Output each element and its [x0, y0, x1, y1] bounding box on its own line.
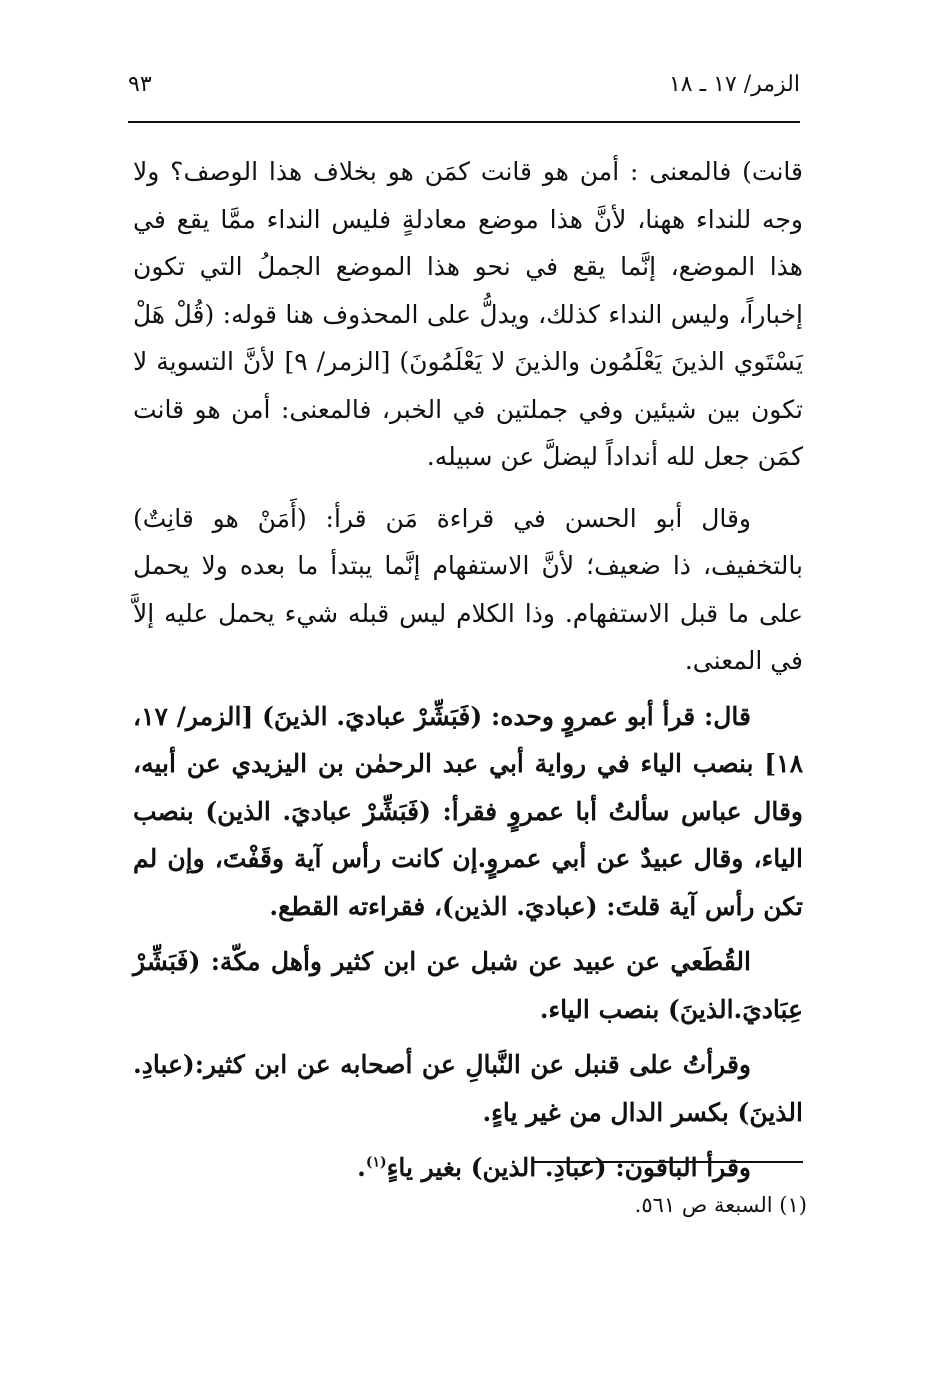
paragraph-4: القُطَعي عن عبيد عن شبل عن ابن كثير وأهل مكّة: (فَبَشِّرْ عِبَاديَ.الذينَ) بنصب الياء.: [133, 947, 803, 1024]
paragraph-6: [133, 1144, 803, 1192]
footnote-rule: [533, 1161, 803, 1163]
footnote: (١) السبعة ص ٥٦١.: [634, 1193, 807, 1217]
running-title: الزمر/ ١٧ ـ ١٨: [668, 72, 800, 97]
header-rule: [128, 121, 800, 123]
paragraph-2: وقال أبو الحسن في قراءة مَن قرأ: (أَمَنْ هو قانِتٌ) بالتخفيف، ذا ضعيف؛ لأنَّ الاستفهام إنَّما يبتدأ ما بعده ولا يحمل على ما قبل الاستفهام. وذا الكلام ليس قبله شيء يحمل عليه إلاَّ في المعنى.: [133, 503, 803, 675]
paragraph-6-end: .: [357, 1153, 366, 1182]
page-number: ٩٣: [128, 72, 152, 97]
paragraph-1: قانت) فالمعنى : أمن هو قانت كمَن هو بخلاف هذا الوصف؟ ولا وجه للنداء ههنا، لأنَّ هذا موضع معادلةٍ فليس النداء ممَّا يقع في هذا الموضع، إنَّما يقع في نحو هذا الموضع الجملُ التي تكون إخباراً، وليس النداء كذلك، ويدلُّ على المحذوف هنا قوله: (قُلْ هَلْ يَسْتَوي الذينَ يَعْلَمُون والذينَ لا يَعْلَمُونَ) [الزمر/ ٩] لأنَّ التسوية لا تكون بين شيئين وفي جملتين في الخبر، فالمعنى: أمن هو قانت كمَن جعل لله أنداداً ليضلَّ عن سبيله.: [133, 157, 803, 471]
main-text: [133, 148, 803, 1192]
paragraph-3: قال: قرأ أبو عمروٍ وحده: (فَبَشِّرْ عباديَ. الذينَ) [الزمر/ ١٧، ١٨] بنصب الياء في رواية أبي عبد الرحمٰن بن اليزيدي عن أبيه، وقال عباس سألتُ أبا عمروٍ فقرأ: (فَبَشِّرْ عباديَ. الذين) بنصب الياء، وقال عبيدٌ عن أبي عمروٍ.إن كانت رأس آية وقَفْتَ، وإن لم تكن رأس آية قلتَ: (عباديَ. الذين)، فقراءته القطع.: [133, 701, 803, 921]
running-head: [128, 70, 800, 106]
footnote-reference: (١): [365, 1154, 387, 1171]
paragraph-6-text: وقرأ الباقون: (عبادِ. الذين) بغير ياءٍ: [386, 1153, 751, 1182]
paragraph-5: وقرأتُ على قنبل عن النَّبالِ عن أصحابه عن ابن كثير:(عبادِ. الذينَ) بكسر الدال من غير ياءٍ.: [133, 1050, 803, 1127]
